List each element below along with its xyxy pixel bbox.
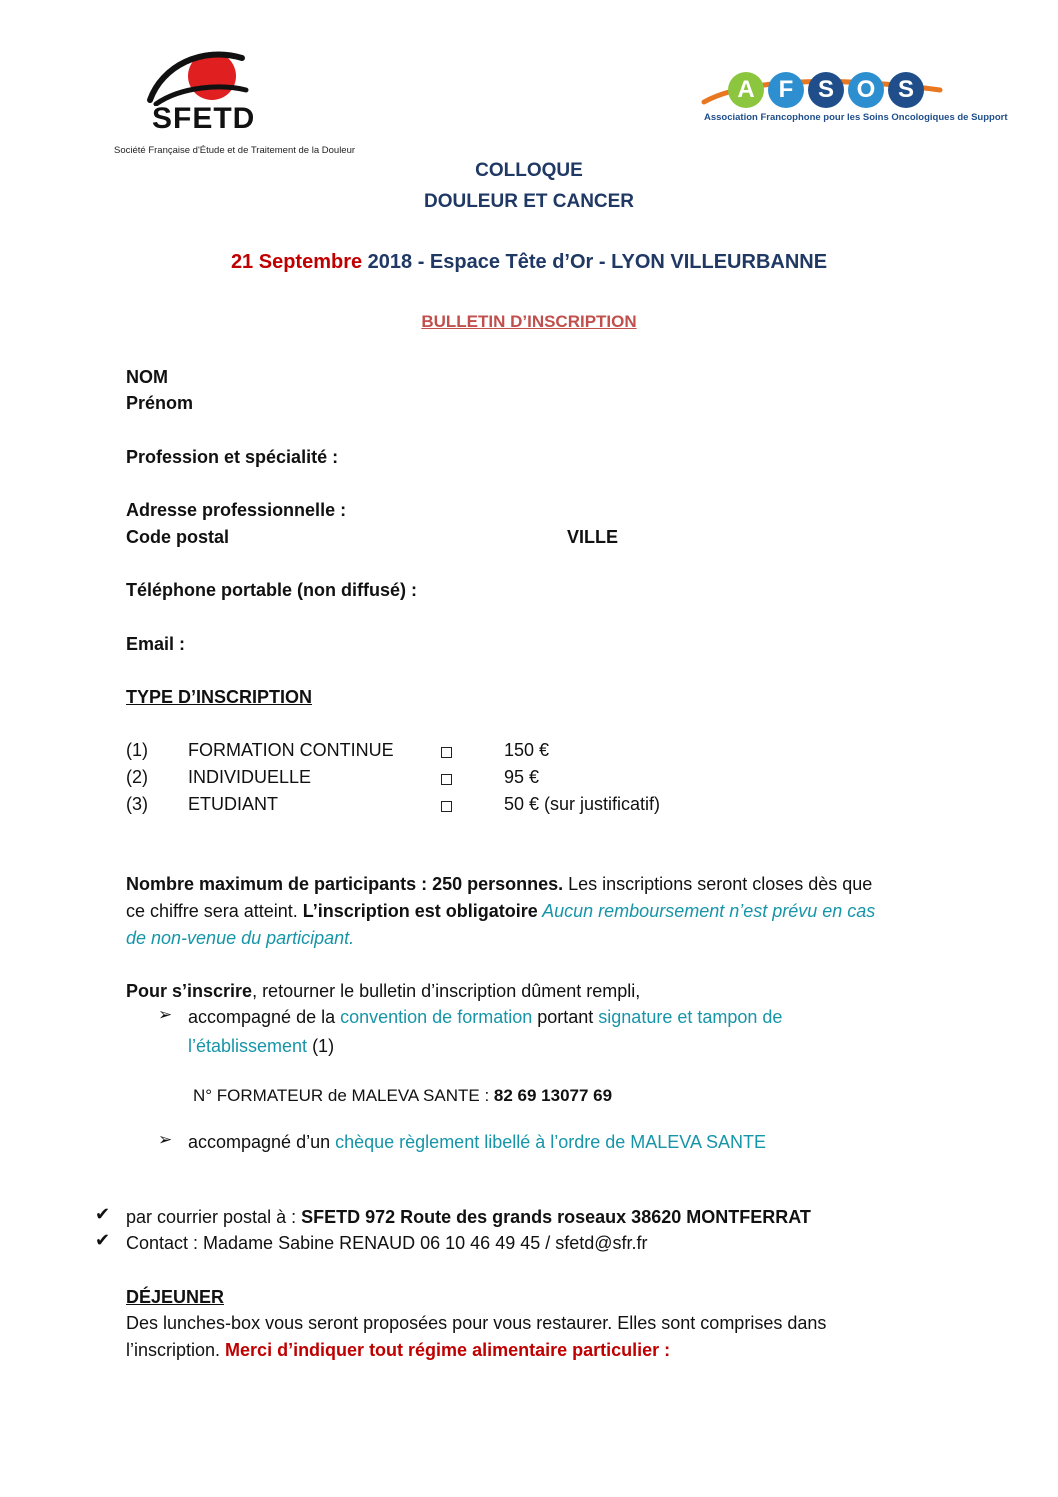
convention-link: convention de formation (340, 1007, 533, 1027)
afsos-letter-s2: S (888, 72, 924, 108)
notice-line-1 (126, 871, 872, 897)
notice-text-1: Les inscriptions seront closes dès que (563, 874, 873, 894)
inscription-checkbox[interactable] (441, 771, 452, 789)
notice-text-2: ce chiffre sera atteint. (126, 901, 303, 921)
dejeuner-line-2 (126, 1337, 670, 1363)
sfetd-emblem-icon (142, 46, 252, 106)
title-douleur-cancer: DOULEUR ET CANCER (423, 191, 635, 212)
field-telephone[interactable]: Téléphone portable (non diffusé) : (126, 580, 417, 600)
inscription-checkbox[interactable] (441, 744, 452, 762)
dejeuner-line-1: Des lunches-box vous seront proposées pour vous restaurer. Elles sont comprises dans (126, 1313, 827, 1333)
form-title: BULLETIN D’INSCRIPTION (421, 312, 637, 331)
inscription-price: 95 € (504, 767, 540, 787)
afsos-letter-s: S (808, 72, 844, 108)
dejeuner-heading: DÉJEUNER (126, 1287, 225, 1307)
notice-no-refund: Aucun remboursement n’est prévu en cas (537, 901, 876, 921)
sfetd-subtitle: Société Française d'Étude et de Traitement de la Douleur (114, 145, 356, 156)
inscription-num: (2) (126, 767, 148, 787)
checkmark-icon: ✔ (95, 1204, 111, 1224)
contact-postal (126, 1204, 811, 1230)
dejeuner-diet-request[interactable]: Merci d’indiquer tout régime alimentaire particulier : (225, 1340, 671, 1360)
inscription-num: (3) (126, 794, 148, 814)
postal-address: SFETD 972 Route des grands roseaux 38620 MONTFERRAT (301, 1207, 811, 1227)
sfetd-logo (112, 46, 356, 158)
afsos-letter-o: O (848, 72, 884, 108)
sfetd-wordmark: SFETD (152, 102, 256, 135)
bullet1-text-c: portant (532, 1007, 599, 1027)
notice-max-participants: Nombre maximum de participants : 250 personnes. (126, 874, 564, 894)
event-date: 21 Septembre (230, 251, 363, 273)
notice-line-3: de non-venue du participant. (126, 928, 355, 948)
contact-line: Contact : Madame Sabine RENAUD 06 10 46 49 45 / sfetd@sfr.fr (126, 1233, 648, 1253)
cheque-text: chèque règlement libellé à l’ordre de MALEVA SANTE (335, 1132, 767, 1152)
afsos-letter-f: F (768, 72, 804, 108)
dejeuner-text: l’inscription. (126, 1340, 226, 1360)
notice-mandatory: L’inscription est obligatoire (302, 901, 538, 921)
etablissement-text: l’établissement (188, 1036, 308, 1056)
register-intro-text: , retourner le bulletin d’inscription dûment rempli, (252, 981, 641, 1001)
arrow-bullet-icon: ➢ (158, 1005, 173, 1024)
checkmark-icon: ✔ (95, 1230, 111, 1250)
inscription-label: ETUDIANT (188, 794, 278, 814)
formateur-number: 82 69 13077 69 (493, 1086, 613, 1105)
register-intro (126, 978, 640, 1004)
inscription-price: 150 € (504, 740, 550, 760)
field-adresse[interactable]: Adresse professionnelle : (126, 500, 347, 520)
notice-line-2 (126, 898, 875, 924)
afsos-letter-a: A (728, 72, 764, 108)
signature-tampon-text: signature et tampon (598, 1007, 758, 1027)
register-bullet-2 (188, 1129, 766, 1155)
field-prenom[interactable]: Prénom (126, 393, 194, 413)
inscription-label: FORMATION CONTINUE (188, 740, 394, 760)
inscription-label: INDIVIDUELLE (188, 767, 312, 787)
inscription-checkbox[interactable] (441, 798, 452, 816)
field-nom[interactable]: NOM (126, 367, 168, 387)
postal-label: par courrier postal à : (126, 1207, 302, 1227)
bullet2-text-a: accompagné d’un (188, 1132, 336, 1152)
arrow-bullet-icon: ➢ (158, 1130, 173, 1149)
event-date-location (0, 251, 1058, 274)
inscription-price: 50 € (sur justificatif) (504, 794, 661, 814)
register-intro-bold: Pour s’inscrire (126, 981, 253, 1001)
formateur-line (193, 1083, 612, 1109)
bullet1-text-g: (1) (307, 1036, 335, 1056)
afsos-subtitle: Association Francophone pour les Soins Oncologiques de Support (704, 112, 1008, 123)
field-profession[interactable]: Profession et spécialité : (126, 447, 339, 467)
register-bullet-1 (188, 1004, 782, 1030)
field-ville[interactable]: VILLE (567, 527, 619, 547)
event-location: 2018 - Espace Tête d’Or - LYON VILLEURBANNE (362, 251, 828, 273)
bullet1-text-a: accompagné de la (188, 1007, 341, 1027)
inscription-heading: TYPE D’INSCRIPTION (126, 687, 313, 707)
afsos-logo (700, 60, 1008, 140)
inscription-num: (1) (126, 740, 148, 760)
field-code-postal[interactable]: Code postal (126, 527, 230, 547)
title-colloque: COLLOQUE (475, 160, 583, 181)
formateur-label: N° FORMATEUR de MALEVA SANTE : (193, 1086, 494, 1105)
register-bullet-1-cont (188, 1033, 334, 1059)
bullet1-text-e: de (757, 1007, 783, 1027)
field-email[interactable]: Email : (126, 634, 186, 654)
